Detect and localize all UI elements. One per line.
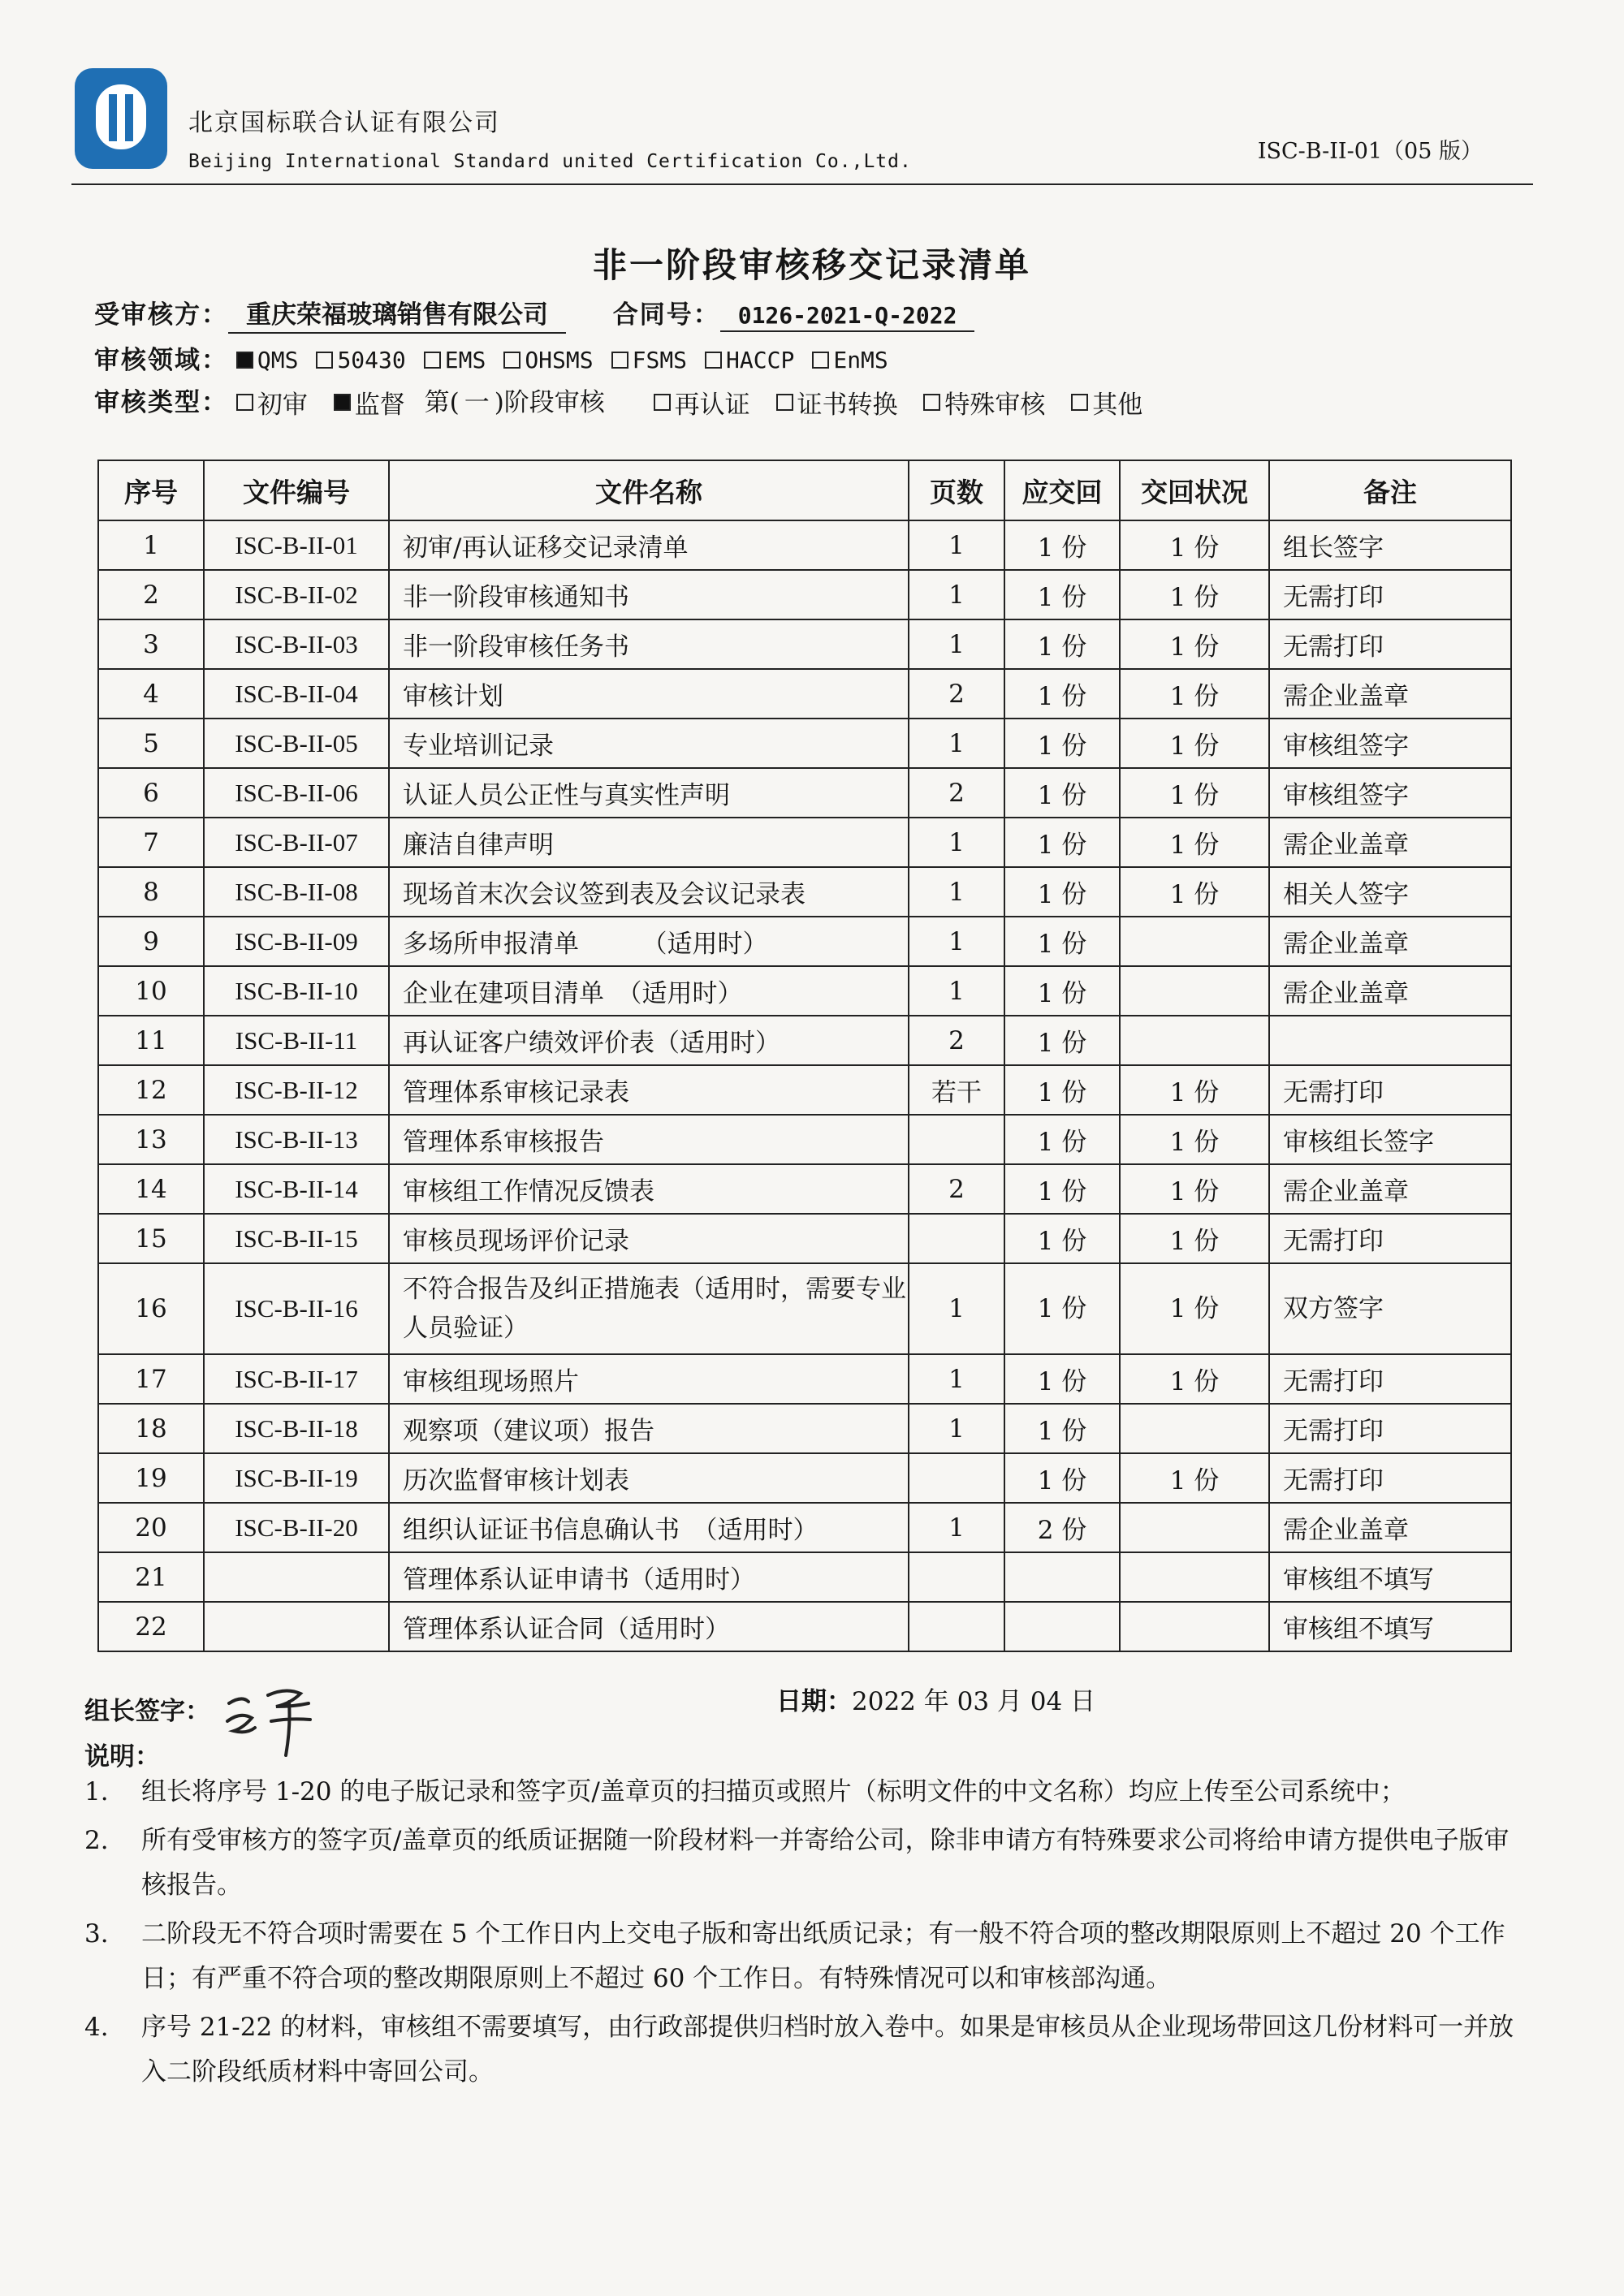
checkbox-qms[interactable]: [236, 347, 299, 373]
table-row: [98, 1214, 1511, 1263]
cell-remark: 无需打印: [1269, 1453, 1511, 1503]
cell-name: 管理体系审核报告: [389, 1115, 909, 1164]
cell-due: 1 份: [1004, 669, 1120, 719]
cell-remark: [1269, 1016, 1511, 1065]
cell-due: 1 份: [1004, 520, 1120, 570]
checkbox-box: [705, 352, 722, 369]
cell-returned: [1120, 966, 1269, 1016]
cell-due: 1 份: [1004, 619, 1120, 669]
cell-name: 非一阶段审核任务书: [389, 619, 909, 669]
cell-code: ISC-B-II-06: [204, 768, 389, 818]
cell-name: 再认证客户绩效评价表（适用时）: [389, 1016, 909, 1065]
cell-index: 8: [98, 867, 204, 917]
cell-index: 6: [98, 768, 204, 818]
checkbox-box: [654, 394, 671, 411]
auditee-value: 重庆荣福玻璃销售有限公司: [228, 294, 566, 334]
cell-remark: 组长签字: [1269, 520, 1511, 570]
table-row: [98, 768, 1511, 818]
checkbox-box: [812, 352, 829, 369]
checkbox-transfer-label: 证书转换: [797, 391, 898, 420]
cell-index: 16: [98, 1263, 204, 1354]
cell-pages: 2: [909, 1164, 1004, 1214]
cell-code: ISC-B-II-05: [204, 719, 389, 768]
cell-remark: 无需打印: [1269, 1214, 1511, 1263]
checkbox-box: [236, 352, 253, 369]
audit-field-options: [236, 346, 906, 375]
cell-index: 17: [98, 1354, 204, 1404]
cell-remark: 双方签字: [1269, 1263, 1511, 1354]
cell-name: 管理体系认证合同（适用时）: [389, 1602, 909, 1651]
cell-name: 企业在建项目清单 （适用时）: [389, 966, 909, 1016]
table-row: [98, 619, 1511, 669]
cell-returned: 1 份: [1120, 768, 1269, 818]
cell-code: ISC-B-II-04: [204, 669, 389, 719]
cell-due: 1 份: [1004, 570, 1120, 619]
cell-code: [204, 1602, 389, 1651]
cell-pages: 2: [909, 1016, 1004, 1065]
cell-remark: 需企业盖章: [1269, 917, 1511, 966]
header-divider: [71, 183, 1533, 185]
date-line: [776, 1681, 1095, 1717]
checkbox-50430[interactable]: [316, 347, 405, 373]
audit-field-line: [94, 339, 906, 376]
audit-type-label: 审核类型：: [94, 388, 228, 417]
cell-index: 13: [98, 1115, 204, 1164]
table-row: [98, 1065, 1511, 1115]
table-row: [98, 1016, 1511, 1065]
cell-code: ISC-B-II-19: [204, 1453, 389, 1503]
cell-code: ISC-B-II-08: [204, 867, 389, 917]
note-item: [84, 1912, 1530, 2001]
notes-title: 说明：: [84, 1742, 160, 1772]
checkbox-special[interactable]: [923, 384, 1045, 421]
cell-due: 1 份: [1004, 1065, 1120, 1115]
checkbox-ohsms[interactable]: [503, 347, 593, 373]
table-row: [98, 1453, 1511, 1503]
cell-returned: [1120, 1602, 1269, 1651]
table-row: [98, 719, 1511, 768]
cell-due: 1 份: [1004, 1453, 1120, 1503]
cell-returned: [1120, 1503, 1269, 1552]
checkbox-label: EMS: [444, 347, 486, 373]
note-number: 3.: [84, 1919, 109, 1949]
cell-due: 2 份: [1004, 1503, 1120, 1552]
checkbox-box: [334, 394, 351, 411]
cell-code: ISC-B-II-15: [204, 1214, 389, 1263]
checkbox-initial-label: 初审: [257, 391, 308, 420]
table-row: [98, 1503, 1511, 1552]
cell-returned: 1 份: [1120, 818, 1269, 867]
cell-returned: 1 份: [1120, 1115, 1269, 1164]
cell-index: 3: [98, 619, 204, 669]
cell-code: ISC-B-II-01: [204, 520, 389, 570]
cell-name: 初审/再认证移交记录清单: [389, 520, 909, 570]
cell-returned: 1 份: [1120, 669, 1269, 719]
header-due: 应交回: [1004, 460, 1120, 520]
cell-name: 审核计划: [389, 669, 909, 719]
cell-pages: [909, 1552, 1004, 1602]
cell-name: 非一阶段审核通知书: [389, 570, 909, 619]
logo-base: [86, 149, 156, 161]
cell-remark: 需企业盖章: [1269, 966, 1511, 1016]
stage-number: 一: [464, 388, 490, 417]
cell-due: 1 份: [1004, 1016, 1120, 1065]
cell-name: 专业培训记录: [389, 719, 909, 768]
cell-index: 15: [98, 1214, 204, 1263]
leader-signature-label: 组长签字：: [84, 1697, 210, 1726]
cell-remark: 相关人签字: [1269, 867, 1511, 917]
cell-due: 1 份: [1004, 1214, 1120, 1263]
table-row: [98, 1552, 1511, 1602]
logo-inner-shape: [96, 84, 146, 149]
audit-type-line: [94, 382, 1160, 421]
cell-index: 22: [98, 1602, 204, 1651]
note-text: 组长将序号 1-20 的电子版记录和签字页/盖章页的扫描页或照片（标明文件的中文名称）均应上传至公司系统中；: [141, 1777, 1406, 1806]
checkbox-surveillance-label: 监督: [354, 391, 405, 420]
stage-prefix: 第(: [424, 388, 460, 417]
cell-remark: 无需打印: [1269, 1354, 1511, 1404]
table-row: [98, 669, 1511, 719]
cell-returned: 1 份: [1120, 520, 1269, 570]
contract-label: 合同号：: [612, 300, 720, 330]
cell-pages: 1: [909, 1263, 1004, 1354]
cell-index: 1: [98, 520, 204, 570]
table-body: [98, 520, 1511, 1651]
note-item: [84, 1770, 1530, 1815]
cell-code: ISC-B-II-17: [204, 1354, 389, 1404]
cell-due: 1 份: [1004, 768, 1120, 818]
checkbox-label: 50430: [337, 347, 406, 373]
logo-bar-right: [125, 94, 133, 141]
cell-index: 12: [98, 1065, 204, 1115]
cell-pages: 1: [909, 1404, 1004, 1453]
cell-code: [204, 1552, 389, 1602]
checkbox-special-label: 特殊审核: [944, 391, 1046, 420]
checkbox-label: HACCP: [726, 347, 795, 373]
cell-returned: 1 份: [1120, 619, 1269, 669]
contract-value: 0126-2021-Q-2022: [720, 302, 975, 332]
cell-index: 7: [98, 818, 204, 867]
header-code: 文件编号: [204, 460, 389, 520]
cell-code: ISC-B-II-20: [204, 1503, 389, 1552]
cell-returned: 1 份: [1120, 1065, 1269, 1115]
checkbox-box: [1071, 394, 1088, 411]
checkbox-transfer[interactable]: [776, 384, 898, 421]
cell-pages: 1: [909, 719, 1004, 768]
note-text: 所有受审核方的签字页/盖章页的纸质证据随一阶段材料一并寄给公司，除非申请方有特殊要求公司将给申请方提供电子版审核报告。: [141, 1826, 1510, 1900]
cell-remark: 无需打印: [1269, 619, 1511, 669]
cell-index: 21: [98, 1552, 204, 1602]
cell-remark: 需企业盖章: [1269, 669, 1511, 719]
cell-code: ISC-B-II-14: [204, 1164, 389, 1214]
table-row: [98, 1263, 1511, 1354]
header-pages: 页数: [909, 460, 1004, 520]
date-label: 日期：: [776, 1687, 852, 1716]
cell-returned: 1 份: [1120, 867, 1269, 917]
checkbox-box: [503, 352, 520, 369]
cell-due: 1 份: [1004, 867, 1120, 917]
cell-code: ISC-B-II-16: [204, 1263, 389, 1354]
cell-code: ISC-B-II-10: [204, 966, 389, 1016]
checkbox-label: QMS: [257, 347, 299, 373]
cell-index: 18: [98, 1404, 204, 1453]
cell-index: 11: [98, 1016, 204, 1065]
table-row: [98, 1404, 1511, 1453]
table-header: [98, 460, 1511, 520]
cell-index: 9: [98, 917, 204, 966]
audit-field-label: 审核领域：: [94, 346, 228, 375]
cell-remark: 审核组不填写: [1269, 1552, 1511, 1602]
cell-due: 1 份: [1004, 966, 1120, 1016]
auditee-line: [94, 294, 974, 334]
cell-returned: 1 份: [1120, 719, 1269, 768]
cell-remark: 需企业盖章: [1269, 1164, 1511, 1214]
cell-name: 廉洁自律声明: [389, 818, 909, 867]
note-number: 1.: [84, 1777, 109, 1806]
cell-returned: 1 份: [1120, 1214, 1269, 1263]
cell-returned: [1120, 1404, 1269, 1453]
note-item: [84, 1819, 1530, 1908]
cell-name: 审核组工作情况反馈表: [389, 1164, 909, 1214]
company-name-en: Beijing International Standard united Certification Co.,Ltd.: [188, 151, 912, 172]
logo-bar-left: [109, 94, 117, 141]
handwritten-signature: [219, 1671, 333, 1760]
checkbox-box: [611, 352, 628, 369]
date-value: 2022 年 03 月 04 日: [852, 1687, 1096, 1716]
cell-returned: 1 份: [1120, 1263, 1269, 1354]
cell-remark: 审核组不填写: [1269, 1602, 1511, 1651]
cell-due: 1 份: [1004, 1404, 1120, 1453]
cell-pages: 1: [909, 917, 1004, 966]
checkbox-box: [236, 394, 253, 411]
table-row: [98, 1164, 1511, 1214]
cell-pages: 1: [909, 520, 1004, 570]
checkbox-box: [923, 394, 940, 411]
cell-returned: 1 份: [1120, 1164, 1269, 1214]
cell-due: 1 份: [1004, 719, 1120, 768]
note-text: 序号 21-22 的材料，审核组不需要填写，由行政部提供归档时放入卷中。如果是审核员从企业现场带回这几份材料可一并放入二阶段纸质材料中寄回公司。: [141, 2013, 1514, 2087]
cell-name: 不符合报告及纠正措施表（适用时，需要专业人员验证）: [389, 1263, 909, 1354]
cell-pages: [909, 1602, 1004, 1651]
cell-name: 审核组现场照片: [389, 1354, 909, 1404]
cell-due: [1004, 1552, 1120, 1602]
cell-due: 1 份: [1004, 1115, 1120, 1164]
table-row: [98, 1115, 1511, 1164]
cell-name: 认证人员公正性与真实性声明: [389, 768, 909, 818]
cell-code: ISC-B-II-09: [204, 917, 389, 966]
cell-index: 14: [98, 1164, 204, 1214]
note-item: [84, 2005, 1530, 2095]
notes-list: [84, 1770, 1530, 2099]
cell-pages: 若干: [909, 1065, 1004, 1115]
cell-name: 现场首末次会议签到表及会议记录表: [389, 867, 909, 917]
checkbox-haccp[interactable]: [705, 347, 794, 373]
cell-remark: 需企业盖章: [1269, 818, 1511, 867]
cell-pages: 1: [909, 1503, 1004, 1552]
cell-pages: 1: [909, 867, 1004, 917]
company-name-cn: 北京国标联合认证有限公司: [188, 109, 500, 137]
cell-index: 19: [98, 1453, 204, 1503]
cell-code: ISC-B-II-03: [204, 619, 389, 669]
table-row: [98, 1602, 1511, 1651]
checkbox-label: EnMS: [833, 347, 888, 373]
cell-pages: 2: [909, 669, 1004, 719]
header-index: 序号: [98, 460, 204, 520]
table-row: [98, 818, 1511, 867]
form-code: ISC-B-II-01（05 版）: [1257, 139, 1483, 164]
checkbox-box: [776, 394, 793, 411]
cell-due: 1 份: [1004, 1354, 1120, 1404]
cell-pages: 1: [909, 1354, 1004, 1404]
table-row: [98, 520, 1511, 570]
cell-code: ISC-B-II-18: [204, 1404, 389, 1453]
cell-remark: 审核组签字: [1269, 719, 1511, 768]
cell-code: ISC-B-II-07: [204, 818, 389, 867]
cell-pages: 2: [909, 768, 1004, 818]
cell-index: 4: [98, 669, 204, 719]
cell-due: 1 份: [1004, 818, 1120, 867]
table-row: [98, 966, 1511, 1016]
cell-index: 10: [98, 966, 204, 1016]
table-row: [98, 570, 1511, 619]
cell-index: 5: [98, 719, 204, 768]
header-name: 文件名称: [389, 460, 909, 520]
cell-due: 1 份: [1004, 1164, 1120, 1214]
checkbox-ems[interactable]: [424, 347, 486, 373]
table-header-row: [98, 460, 1511, 520]
note-text: 二阶段无不符合项时需要在 5 个工作日内上交电子版和寄出纸质记录；有一般不符合项的整改期限原则上不超过 20 个工作日；有严重不符合项的整改期限原则上不超过 60 个工作日。有特殊情况可以和审核部沟通。: [141, 1919, 1505, 1993]
cell-name: 管理体系审核记录表: [389, 1065, 909, 1115]
cell-name: 管理体系认证申请书（适用时）: [389, 1552, 909, 1602]
cell-due: 1 份: [1004, 917, 1120, 966]
cell-index: 2: [98, 570, 204, 619]
company-logo: [71, 65, 171, 172]
cell-pages: 1: [909, 818, 1004, 867]
cell-code: ISC-B-II-13: [204, 1115, 389, 1164]
checkbox-initial[interactable]: [236, 384, 308, 421]
cell-name: 多场所申报清单 （适用时）: [389, 917, 909, 966]
cell-due: 1 份: [1004, 1263, 1120, 1354]
cell-pages: [909, 1214, 1004, 1263]
cell-code: ISC-B-II-02: [204, 570, 389, 619]
cell-pages: [909, 1115, 1004, 1164]
cell-pages: 1: [909, 619, 1004, 669]
header-returned: 交回状况: [1120, 460, 1269, 520]
checkbox-label: FSMS: [632, 347, 688, 373]
table-row: [98, 1354, 1511, 1404]
header-remark: 备注: [1269, 460, 1511, 520]
cell-returned: 1 份: [1120, 570, 1269, 619]
cell-remark: 审核组签字: [1269, 768, 1511, 818]
document-title: 非一阶段审核移交记录清单: [592, 245, 1031, 285]
records-table: [97, 460, 1512, 1652]
cell-remark: 无需打印: [1269, 1065, 1511, 1115]
note-number: 2.: [84, 1826, 109, 1855]
cell-name: 观察项（建议项）报告: [389, 1404, 909, 1453]
stage-suffix: )阶段审核: [494, 388, 605, 417]
checkbox-other[interactable]: [1071, 384, 1142, 421]
cell-returned: 1 份: [1120, 1453, 1269, 1503]
checkbox-other-label: 其他: [1092, 391, 1143, 420]
cell-pages: 1: [909, 570, 1004, 619]
cell-code: ISC-B-II-12: [204, 1065, 389, 1115]
checkbox-enms[interactable]: [812, 347, 888, 373]
checkbox-recert[interactable]: [654, 384, 750, 421]
cell-index: 20: [98, 1503, 204, 1552]
checkbox-surveillance[interactable]: [334, 384, 405, 421]
table-row: [98, 867, 1511, 917]
cell-due: [1004, 1602, 1120, 1651]
auditee-label: 受审核方：: [94, 300, 228, 330]
checkbox-label: OHSMS: [525, 347, 594, 373]
cell-name: 组织认证证书信息确认书 （适用时）: [389, 1503, 909, 1552]
cell-remark: 无需打印: [1269, 1404, 1511, 1453]
cell-name: 审核员现场评价记录: [389, 1214, 909, 1263]
cell-returned: [1120, 1016, 1269, 1065]
table-row: [98, 917, 1511, 966]
cell-returned: 1 份: [1120, 1354, 1269, 1404]
cell-returned: [1120, 1552, 1269, 1602]
checkbox-box: [424, 352, 441, 369]
cell-remark: 需企业盖章: [1269, 1503, 1511, 1552]
cell-code: ISC-B-II-11: [204, 1016, 389, 1065]
checkbox-recert-label: 再认证: [674, 391, 750, 420]
cell-remark: 审核组长签字: [1269, 1115, 1511, 1164]
cell-remark: 无需打印: [1269, 570, 1511, 619]
cell-pages: [909, 1453, 1004, 1503]
cell-name: 历次监督审核计划表: [389, 1453, 909, 1503]
note-number: 4.: [84, 2013, 109, 2042]
checkbox-fsms[interactable]: [611, 347, 687, 373]
cell-pages: 1: [909, 966, 1004, 1016]
cell-returned: [1120, 917, 1269, 966]
checkbox-box: [316, 352, 333, 369]
